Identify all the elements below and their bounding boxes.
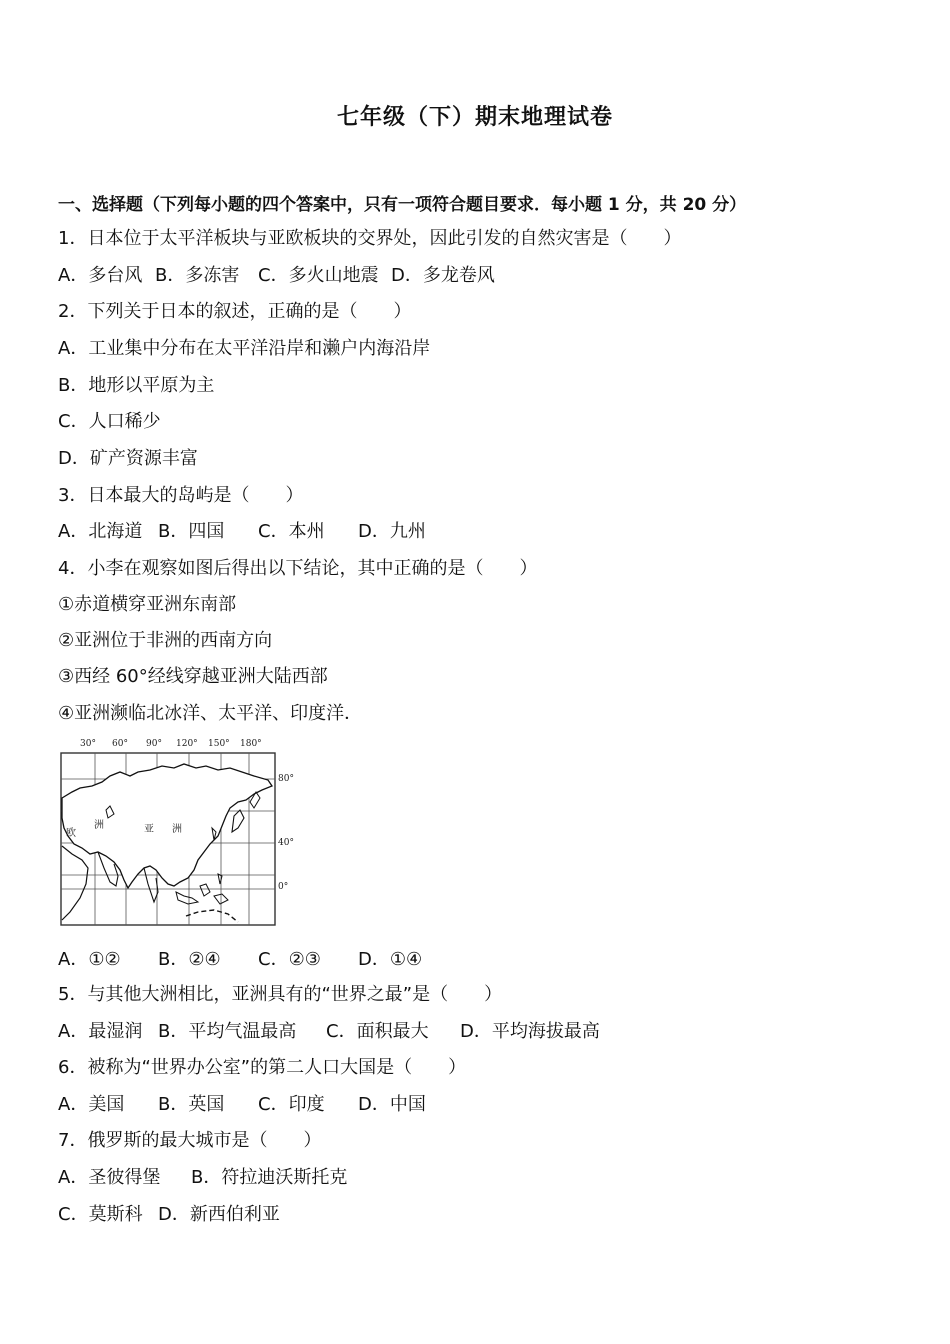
- page-title: 七年级（下）期末地理试卷: [336, 105, 613, 130]
- question-2-stem: 2．下列关于日本的叙述，正确的是（ ）: [58, 301, 412, 322]
- option-d: D．中国: [358, 1094, 426, 1115]
- statement-3: ③西经 60°经线穿越亚洲大陆西部: [58, 666, 328, 687]
- option-d: D．平均海拔最高: [460, 1021, 600, 1042]
- option-b: B．四国: [158, 521, 225, 542]
- europe-label-2: 洲: [94, 820, 104, 831]
- statement-4: ④亚洲濒临北冰洋、太平洋、印度洋．: [58, 703, 363, 724]
- option-c: C．②③: [258, 949, 321, 970]
- asia-label-2: 洲: [172, 824, 182, 835]
- option-b: B．多冻害: [155, 265, 240, 286]
- latitude-label: 0°: [278, 882, 289, 892]
- option-a: A．多台风: [58, 265, 143, 286]
- option-d: D．新西伯利亚: [158, 1204, 280, 1225]
- question-5-stem: 5．与其他大洲相比，亚洲具有的“世界之最”是（ ）: [58, 984, 503, 1005]
- question-7-options-cd: [58, 1203, 280, 1227]
- longitude-label: 120°: [176, 739, 198, 749]
- option-a: A．最湿润: [58, 1021, 143, 1042]
- option-a: A．①②: [58, 949, 121, 970]
- option-c: C．面积最大: [326, 1021, 429, 1042]
- question-7-options-ab: [58, 1166, 347, 1190]
- option-b: B．英国: [158, 1094, 225, 1115]
- question-2-option-a: A．工业集中分布在太平洋沿岸和濑户内海沿岸: [58, 338, 431, 359]
- question-4-stem: 4．小李在观察如图后得出以下结论，其中正确的是（ ）: [58, 558, 538, 579]
- question-4-options: [58, 948, 422, 972]
- option-a: A．美国: [58, 1094, 125, 1115]
- question-1-stem: 1．日本位于太平洋板块与亚欧板块的交界处，因此引发的自然灾害是（ ）: [58, 228, 682, 249]
- question-6-stem: 6．被称为“世界办公室”的第二人口大国是（ ）: [58, 1057, 467, 1078]
- question-2-option-d: D．矿产资源丰富: [58, 448, 198, 469]
- question-2-option-b: B．地形以平原为主: [58, 375, 215, 396]
- longitude-label: 90°: [146, 739, 162, 749]
- option-c: C．多火山地震: [258, 265, 379, 286]
- latitude-label: 40°: [278, 838, 294, 848]
- question-2-option-c: C．人口稀少: [58, 411, 161, 432]
- option-b: B．符拉迪沃斯托克: [191, 1167, 348, 1188]
- section-heading: 一、选择题（下列每小题的四个答案中，只有一项符合题目要求．每小题 1 分，共 20 分）: [58, 195, 747, 215]
- question-3-options: [58, 520, 426, 544]
- question-6-options: [58, 1093, 426, 1117]
- europe-label-1: 欧: [66, 828, 76, 839]
- longitude-label: 150°: [208, 739, 230, 749]
- option-d: D．九州: [358, 521, 426, 542]
- option-d: D．①④: [358, 949, 423, 970]
- longitude-label: 180°: [240, 739, 262, 749]
- option-b: B．平均气温最高: [158, 1021, 297, 1042]
- option-a: A．北海道: [58, 521, 143, 542]
- option-b: B．②④: [158, 949, 221, 970]
- question-1-options: [58, 264, 495, 288]
- question-5-options: [58, 1020, 600, 1044]
- option-c: C．印度: [258, 1094, 325, 1115]
- option-d: D．多龙卷风: [391, 265, 495, 286]
- option-c: C．本州: [258, 521, 325, 542]
- statement-2: ②亚洲位于非洲的西南方向: [58, 630, 273, 651]
- option-a: A．圣彼得堡: [58, 1167, 161, 1188]
- longitude-label: 30°: [80, 739, 96, 749]
- option-c: C．莫斯科: [58, 1204, 143, 1225]
- asia-map-figure: [58, 736, 302, 930]
- asia-label-1: 亚: [144, 824, 154, 835]
- question-3-stem: 3．日本最大的岛屿是（ ）: [58, 485, 304, 506]
- statement-1: ①赤道横穿亚洲东南部: [58, 594, 237, 615]
- question-7-stem: 7．俄罗斯的最大城市是（ ）: [58, 1130, 322, 1151]
- latitude-label: 80°: [278, 774, 294, 784]
- longitude-label: 60°: [112, 739, 128, 749]
